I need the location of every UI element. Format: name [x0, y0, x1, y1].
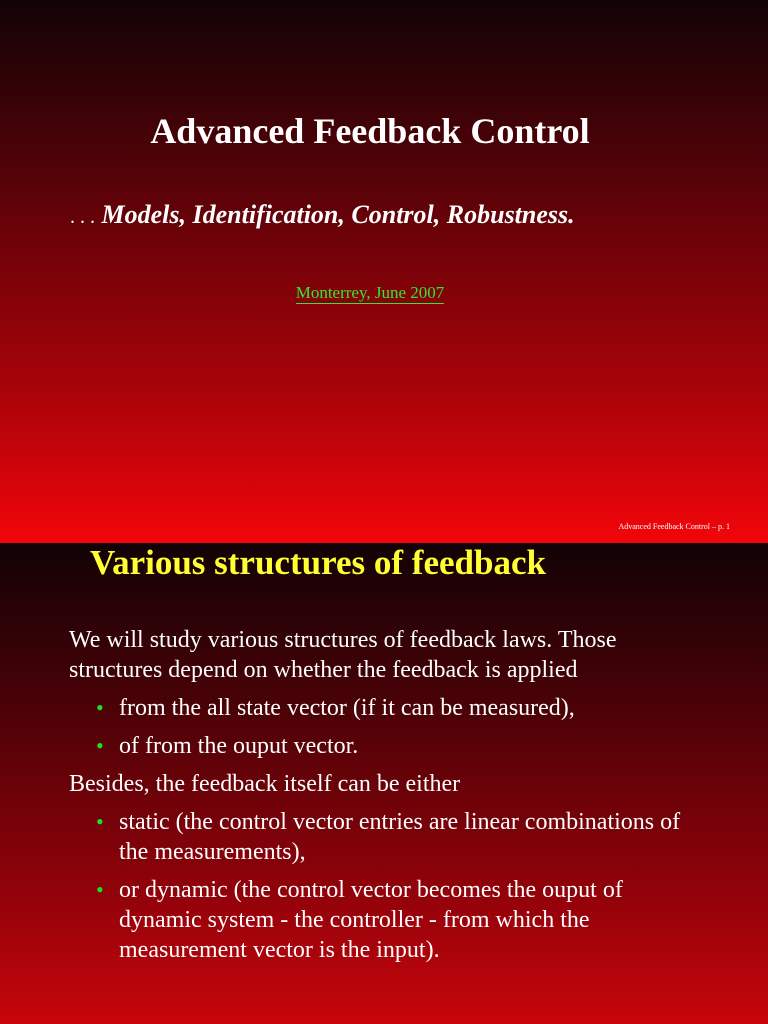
slide-subtitle	[70, 200, 710, 230]
slide-body	[69, 625, 709, 973]
list-item	[69, 731, 709, 761]
feedback-type-list	[69, 807, 709, 965]
bullet-dot-icon: •	[96, 695, 104, 720]
content-slide	[0, 543, 768, 1024]
bullet-dot-icon: •	[96, 733, 104, 758]
subtitle-ellipsis: . . .	[70, 206, 95, 228]
list-item	[69, 693, 709, 723]
slide-footer: Advanced Feedback Control – p. 1	[618, 522, 730, 531]
slide-title: Advanced Feedback Control	[150, 111, 590, 151]
list-item-text: from the all state vector (if it can be measured),	[119, 695, 575, 721]
list-item	[69, 807, 709, 867]
bullet-dot-icon: •	[96, 809, 104, 834]
list-item-text: or dynamic (the control vector becomes the ouput of dynamic system - the controller - from which the measurement vector is the input).	[119, 877, 623, 963]
subtitle-text: Models, Identification, Control, Robustness.	[101, 200, 575, 229]
feedback-source-list	[69, 693, 709, 761]
list-item-text: of from the ouput vector.	[119, 733, 359, 759]
list-item	[69, 875, 709, 965]
bullet-dot-icon: •	[96, 877, 104, 902]
slide-heading: Various structures of feedback	[90, 543, 546, 582]
event-link-wrapper	[0, 283, 740, 303]
intro-paragraph: We will study various structures of feedback laws. Those structures depend on whether the feedback is applied	[69, 627, 617, 683]
list-item-text: static (the control vector entries are linear combinations of the measurements),	[119, 809, 681, 865]
event-link[interactable]: Monterrey, June 2007	[295, 283, 445, 302]
second-paragraph: Besides, the feedback itself can be either	[69, 771, 461, 797]
